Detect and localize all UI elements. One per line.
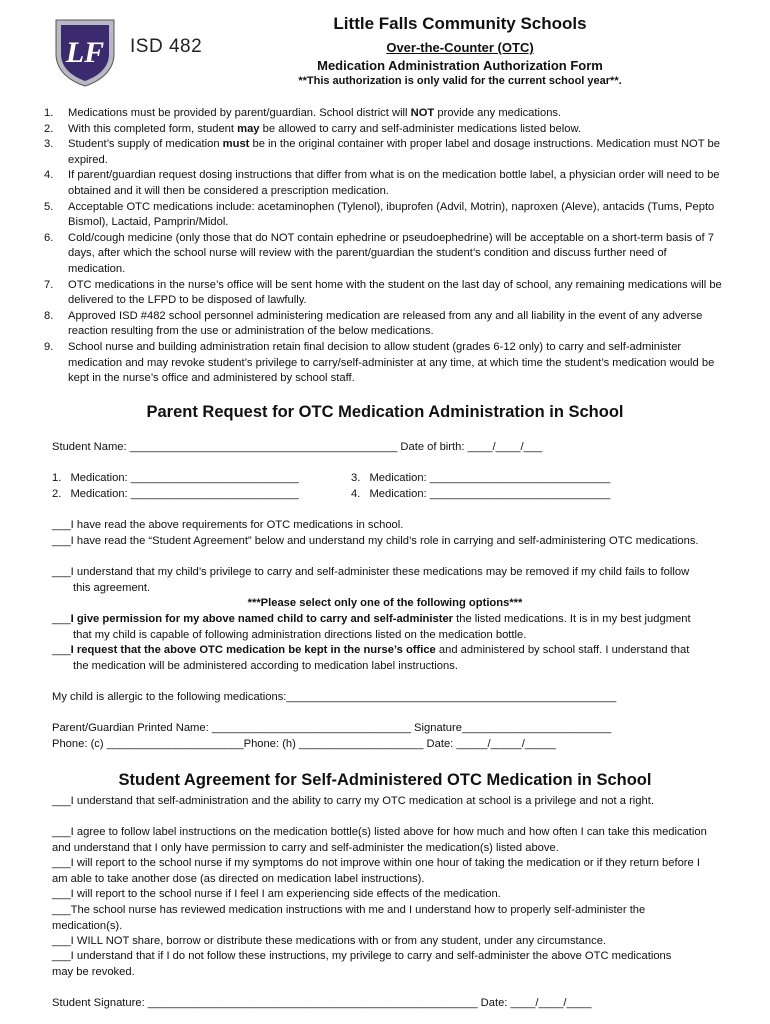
validity-note: **This authorization is only valid for the current school year**. xyxy=(298,75,622,87)
medication-4-field[interactable]: _____________________________ xyxy=(429,488,611,500)
student-agreement-item xyxy=(52,934,712,950)
student-agreement-item xyxy=(52,903,712,934)
phone-cell-label: Phone: (c) xyxy=(52,738,104,750)
district-name: ISD 482 xyxy=(130,36,203,57)
school-name: Little Falls Community Schools xyxy=(333,14,587,33)
agreement-checkbox-blank[interactable]: ___ xyxy=(52,904,71,916)
parent-acknowledgement xyxy=(52,534,712,550)
requirement-item: 2. With this completed form, student may be allowed to carry and self-administer medications listed below. xyxy=(44,122,582,135)
medication-label: Medication: xyxy=(70,472,128,484)
acknowledgement-text: I have read the “Student Agreement” below and understand my child’s role in carrying and self-administering OTC medications. xyxy=(70,535,699,547)
medication-number: 1. xyxy=(52,472,62,484)
acknowledgement-checkbox-blank[interactable]: ___ xyxy=(52,535,71,547)
guardian-name-row xyxy=(52,721,611,737)
agreement-text: I will report to the school nurse if I feel I am experiencing side effects of the medication. xyxy=(70,888,501,900)
dob-field[interactable]: ____/____/___ xyxy=(467,441,543,453)
option-text: and administered by school staff. I understand that the medication will be administered according to medication label instructions. xyxy=(73,644,690,672)
option-bold-text: I request that the above OTC medication be kept in the nurse’s office xyxy=(70,644,436,656)
medication-label: Medication: xyxy=(70,488,128,500)
phone-cell-field[interactable]: ______________________ xyxy=(106,738,244,750)
medication-row-3 xyxy=(351,471,610,487)
medication-label: Medication: xyxy=(369,472,427,484)
student-name-row xyxy=(52,440,542,456)
parent-acknowledgement xyxy=(52,565,700,596)
agreement-checkbox-blank[interactable]: ___ xyxy=(52,950,71,962)
agreement-text: I understand that self-administration and the ability to carry my OTC medication at school is a privilege and not a right. xyxy=(70,795,654,807)
option-text: the listed medications. It is in my best judgment that my child is capable of following administration directions listed on the medication bottle. xyxy=(73,613,691,641)
medication-number: 2. xyxy=(52,488,62,500)
guardian-signature-field[interactable]: ________________________ xyxy=(461,722,612,734)
district-shield-logo xyxy=(52,14,118,88)
agreement-checkbox-blank[interactable]: ___ xyxy=(52,935,71,947)
logo-lettering: LF xyxy=(65,36,105,69)
phone-home-label: Phone: (h) xyxy=(243,738,296,750)
student-agreement-item xyxy=(52,887,712,903)
agreement-text: I understand that if I do not follow these instructions, my privilege to carry and self-administer the above OTC medications may be revoked. xyxy=(52,950,672,978)
agreement-text: I WILL NOT share, borrow or distribute these medications with or from any student, under any circumstance. xyxy=(70,935,607,947)
student-agreement-item xyxy=(52,794,706,810)
requirement-item: 9. School nurse and building administration retain final decision to allow student (grades 6-12 only) to carry and self-administer medication and may revoke student’s privilege to carry/self-administer at any time, at which time the student’s medication would be kept in the nurse’s office and administered by school staff. xyxy=(44,340,715,385)
select-one-note: ***Please select only one of the following options*** xyxy=(247,597,523,609)
acknowledgement-text: I understand that my child’s privilege to carry and self-administer these medications may be removed if my child fails to follow this agreement. xyxy=(70,566,690,594)
agreement-text: I will report to the school nurse if my symptoms do not improve within one hour of taking the medication or if they return before I am able to take another dose (as directed on medication label instructions). xyxy=(52,857,700,885)
parent-acknowledgement xyxy=(52,518,712,534)
option-bold-text: I give permission for my above named child to carry and self-administer xyxy=(70,613,454,625)
student-agreement-item xyxy=(52,856,712,887)
medication-2-field[interactable]: ___________________________ xyxy=(130,488,299,500)
parent-section-title: Parent Request for OTC Medication Administration in School xyxy=(146,403,624,421)
guardian-name-field[interactable]: ________________________________ xyxy=(211,722,411,734)
requirement-item: 6. Cold/cough medicine (only those that do NOT contain ephedrine or pseudoephedrine) will be acceptable on a short-term basis of 7 days, after which the school nurse will review with the parent/guardian the student’s condition and discuss further need of medication. xyxy=(44,231,714,275)
acknowledgement-text: I have read the above requirements for OTC medications in school. xyxy=(70,519,404,531)
form-type: Over-the-Counter (OTC) xyxy=(386,40,534,55)
allergy-label: My child is allergic to the following medications: xyxy=(52,691,287,703)
guardian-date-field[interactable]: _____/_____/_____ xyxy=(456,738,556,750)
dob-label: Date of birth: xyxy=(400,441,465,453)
requirement-item: 4. If parent/guardian request dosing instructions that differ from what is on the medication bottle label, a physician order will need to be obtained and it will then be considered a prescription medication. xyxy=(44,169,720,197)
nurse-office-option xyxy=(52,643,700,674)
requirement-item: 3. Student’s supply of medication must be in the original container with proper label and dosage instructions. Medication must NOT be expired. xyxy=(44,138,720,166)
student-signature-field[interactable]: _____________________________________________________ xyxy=(147,997,478,1009)
requirements-list xyxy=(44,106,724,387)
medication-row-1 xyxy=(52,471,299,487)
student-date-field[interactable]: ____/____/____ xyxy=(510,997,592,1009)
option-checkbox-blank[interactable]: ___ xyxy=(52,613,71,625)
agreement-checkbox-blank[interactable]: ___ xyxy=(52,888,71,900)
student-name-field[interactable]: ___________________________________________ xyxy=(129,441,398,453)
acknowledgement-checkbox-blank[interactable]: ___ xyxy=(52,566,71,578)
guardian-signature-label: Signature xyxy=(414,722,462,734)
agreement-text: I agree to follow label instructions on the medication bottle(s) listed above for how much and how often I can take this medication and understand that I only have permission to carry and self-administer the medication(s) listed above. xyxy=(52,826,707,854)
agreement-checkbox-blank[interactable]: ___ xyxy=(52,857,71,869)
phone-date-row xyxy=(52,737,556,753)
student-signature-label: Student Signature: xyxy=(52,997,145,1009)
student-agreement-item xyxy=(52,825,712,856)
acknowledgement-checkbox-blank[interactable]: ___ xyxy=(52,519,71,531)
student-name-label: Student Name: xyxy=(52,441,127,453)
allergy-row xyxy=(52,690,616,706)
student-agreement-item xyxy=(52,949,672,980)
medication-label: Medication: xyxy=(369,488,427,500)
form-title: Medication Administration Authorization Form xyxy=(317,58,603,73)
requirement-item: 1. Medications must be provided by parent/guardian. School district will NOT provide any medications. xyxy=(44,107,562,119)
medication-1-field[interactable]: ___________________________ xyxy=(130,472,299,484)
medication-3-field[interactable]: _____________________________ xyxy=(429,472,611,484)
medication-row-2 xyxy=(52,487,299,503)
medication-number: 4. xyxy=(351,488,361,500)
guardian-name-label: Parent/Guardian Printed Name: xyxy=(52,722,209,734)
allergy-field[interactable]: _____________________________________________________ xyxy=(286,691,617,703)
student-signature-row xyxy=(52,996,591,1012)
guardian-date-label: Date: xyxy=(426,738,454,750)
option-checkbox-blank[interactable]: ___ xyxy=(52,644,71,656)
requirement-item: 7. OTC medications in the nurse’s office will be sent home with the student on the last day of school, any remaining medications will be delivered to the LFPD to be disposed of lawfully. xyxy=(44,278,722,307)
carry-permission-option xyxy=(52,612,700,643)
requirement-item: 5. Acceptable OTC medications include: acetaminophen (Tylenol), ibuprofen (Advil, Motrin), naproxen (Aleve), antacids (Tums, Pepto Bismol), Lactaid, Pamprin/Midol. xyxy=(44,200,715,229)
student-date-label: Date: xyxy=(480,997,508,1009)
agreement-checkbox-blank[interactable]: ___ xyxy=(52,795,71,807)
requirement-item: 8. Approved ISD #482 school personnel administering medication are released from any and all liability in the event of any adverse reaction resulting from the use or administration of the below medications. xyxy=(44,309,703,338)
agreement-text: The school nurse has reviewed medication instructions with me and I understand how to properly self-administer the medication(s). xyxy=(52,904,646,932)
phone-home-field[interactable]: ____________________ xyxy=(298,738,424,750)
medication-row-4 xyxy=(351,487,610,503)
medication-number: 3. xyxy=(351,472,361,484)
student-section-title: Student Agreement for Self-Administered OTC Medication in School xyxy=(118,771,652,789)
agreement-checkbox-blank[interactable]: ___ xyxy=(52,826,71,838)
